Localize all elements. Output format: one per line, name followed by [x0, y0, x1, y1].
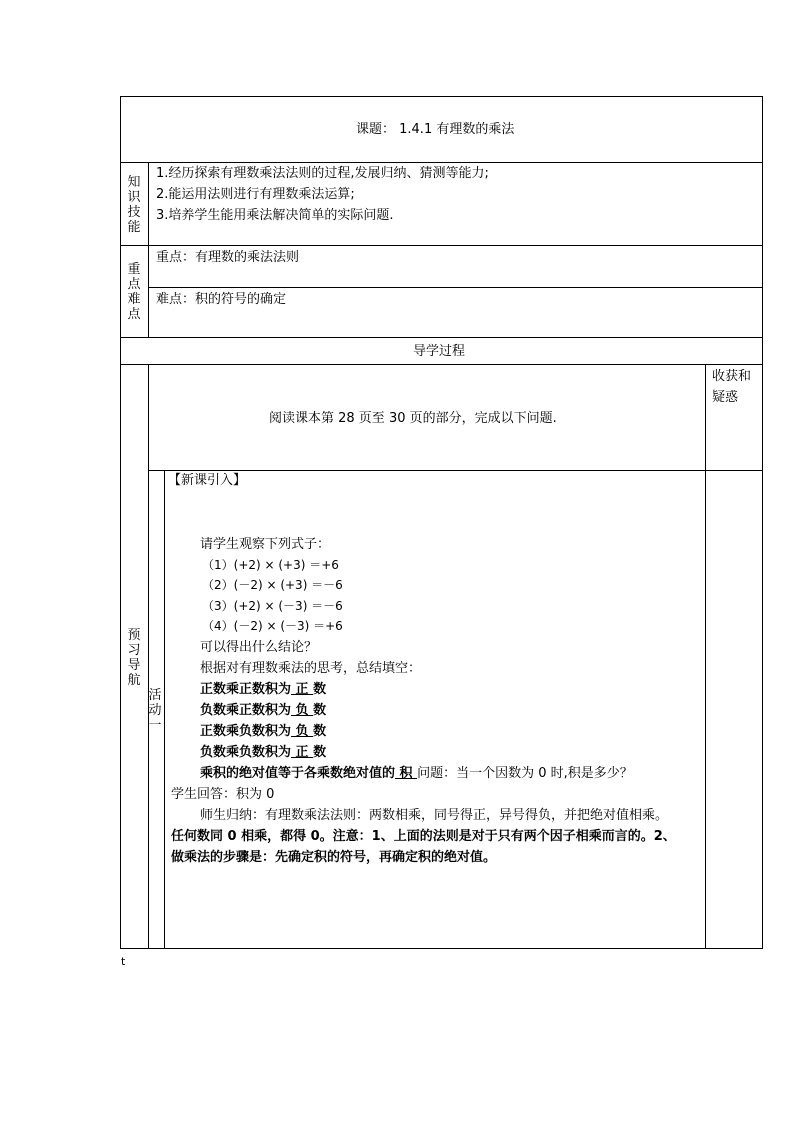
table-left-border: [120, 96, 121, 949]
label-column-divider-lower: [148, 364, 149, 949]
equation-1: （1）(+2) × (+3) ＝+6: [202, 558, 339, 572]
equation-4: （4）(－2) × (－3) ＝+6: [202, 619, 343, 633]
conclusion-line-1: 师生归纳：有理数乘法法则：两数相乘，同号得正，异号得负，并把绝对值相乘。: [200, 808, 669, 823]
table-right-border: [762, 96, 763, 949]
knowledge-item-2: 2.能运用法则进行有理数乘法运算;: [156, 187, 355, 202]
abs-value-line: 乘积的绝对值等于各乘数绝对值的 积 问题：当一个因数为 0 时,积是多少？: [200, 766, 633, 781]
conclusion-question: 可以得出什么结论？: [200, 640, 318, 655]
key-point-text: 重点：有理数的乘法法则: [156, 250, 300, 265]
row-divider-focus: [120, 337, 763, 338]
knowledge-item-1: 1.经历探索有理数乘法法则的过程,发展归纳、猜测等能力;: [156, 166, 489, 181]
label-column-divider-upper: [148, 162, 149, 337]
fill-line-4: 负数乘负数积为 正 数: [200, 745, 327, 760]
fill-line-1: 正数乘正数积为 正 数: [200, 682, 327, 697]
student-answer: 学生回答：积为 0: [171, 787, 275, 802]
preview-nav-label: 预 习 导 航: [127, 628, 141, 688]
footer-mark: t: [121, 955, 126, 968]
focus-label: 重 点 难 点: [127, 262, 141, 322]
activity-column-divider: [164, 470, 165, 949]
table-top-border: [120, 96, 763, 97]
section-title: 【新课引入】: [168, 473, 247, 488]
row-divider-keypoint: [148, 287, 763, 288]
equation-3: （3）(+2) × (－3) ＝－6: [202, 599, 343, 613]
harvest-label-line2: 疑惑: [712, 390, 739, 405]
activity-one-label: 活 动 一: [148, 688, 162, 733]
table-bottom-border: [120, 948, 763, 949]
conclusion-line-2: 任何数同 0 相乘，都得 0。注意：1、上面的法则是对于只有两个因子相乘而言的。2、: [171, 829, 676, 844]
row-divider-process: [120, 364, 763, 365]
row-divider-reading: [148, 470, 763, 471]
knowledge-item-3: 3.培养学生能用乘法解决简单的实际问题.: [156, 208, 394, 223]
process-header: 导学过程: [413, 344, 466, 359]
difficulty-text: 难点：积的符号的确定: [156, 292, 287, 307]
equation-2: （2）(－2) × (+3) ＝－6: [202, 578, 343, 592]
fill-line-3: 正数乘负数积为 负 数: [200, 724, 327, 739]
observe-prompt: 请学生观察下列式子：: [200, 537, 331, 552]
conclusion-line-3: 做乘法的步骤是：先确定积的符号，再确定积的绝对值。: [171, 850, 497, 865]
reading-instruction: 阅读课本第 28 页至 30 页的部分，完成以下问题.: [269, 411, 557, 426]
fill-line-2: 负数乘正数积为 负 数: [200, 703, 327, 718]
row-divider-title: [120, 162, 763, 163]
harvest-label-line1: 收获和: [712, 369, 752, 384]
row-divider-knowledge: [120, 245, 763, 246]
summary-prompt: 根据对有理数乘法的思考，总结填空：: [200, 661, 422, 676]
lesson-title: 课题： 1.4.1 有理数的乘法: [356, 122, 515, 137]
knowledge-skills-label: 知 识 技 能: [127, 175, 141, 235]
harvest-column-divider: [705, 364, 706, 949]
